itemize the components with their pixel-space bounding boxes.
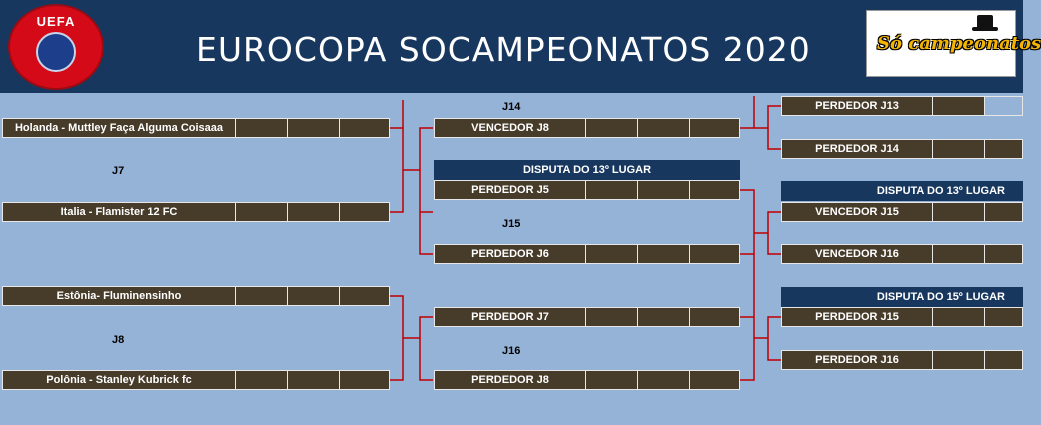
score-cell[interactable]	[339, 119, 389, 137]
score-cell[interactable]	[932, 97, 984, 115]
score-cell[interactable]	[984, 203, 1022, 221]
match-row	[434, 244, 740, 264]
connector-to-j16-bottom	[420, 338, 433, 380]
match-label: J7	[112, 165, 125, 177]
score-cell[interactable]	[984, 308, 1022, 326]
connector-to-perdedor-j16	[768, 338, 781, 360]
score-cell[interactable]	[932, 140, 984, 158]
score-cell[interactable]	[339, 203, 389, 221]
score-cell[interactable]	[585, 181, 637, 199]
team-name: Holanda - Muttley Faça Alguma Coisaaa	[14, 122, 224, 134]
match-row	[434, 370, 740, 390]
team-name: Estônia- Fluminensinho	[56, 290, 182, 302]
score-cell[interactable]	[287, 203, 339, 221]
score-cell[interactable]	[287, 287, 339, 305]
connector-left-pair-2	[389, 296, 403, 380]
score-cell[interactable]	[637, 245, 689, 263]
connector-to-j16-top	[403, 317, 433, 338]
score-cell[interactable]	[339, 287, 389, 305]
team-name: PERDEDOR J6	[471, 248, 549, 260]
match-row	[434, 180, 740, 200]
match-row	[2, 286, 390, 306]
team-name: PERDEDOR J13	[815, 100, 899, 112]
score-cell[interactable]	[235, 287, 287, 305]
team-name: PERDEDOR J8	[471, 374, 549, 386]
connector-to-perdedor-j13	[754, 106, 781, 128]
score-cell[interactable]	[585, 371, 637, 389]
section-heading: DISPUTA DO 15º LUGAR	[781, 287, 1023, 307]
team-name: PERDEDOR J5	[471, 184, 549, 196]
connector-to-perdedor-j14	[768, 128, 781, 149]
match-label: J14	[502, 101, 521, 113]
score-cell[interactable]	[932, 245, 984, 263]
score-cell[interactable]	[287, 371, 339, 389]
score-cell[interactable]	[637, 371, 689, 389]
score-cell[interactable]	[637, 308, 689, 326]
team-name: VENCEDOR J8	[471, 122, 549, 134]
team-name: PERDEDOR J14	[815, 143, 899, 155]
team-name: PERDEDOR J7	[471, 311, 549, 323]
match-row	[781, 139, 1023, 159]
score-cell[interactable]	[984, 97, 1022, 115]
score-cell[interactable]	[585, 119, 637, 137]
team-name: Polônia - Stanley Kubrick fc	[46, 374, 192, 386]
score-cell[interactable]	[235, 203, 287, 221]
score-cell[interactable]	[637, 119, 689, 137]
score-cell[interactable]	[984, 140, 1022, 158]
score-cell[interactable]	[235, 371, 287, 389]
score-cell[interactable]	[932, 308, 984, 326]
connector-to-vencedor-j16	[768, 233, 781, 254]
score-cell[interactable]	[689, 181, 739, 199]
connector-to-vencedor-j15	[754, 212, 781, 233]
section-heading: DISPUTA DO 13º LUGAR	[434, 160, 740, 180]
match-label: J16	[502, 345, 521, 357]
match-row	[781, 244, 1023, 264]
match-row	[434, 307, 740, 327]
score-cell[interactable]	[984, 351, 1022, 369]
socampeonatos-logo-text: Só campeonatos	[877, 33, 1041, 54]
score-cell[interactable]	[339, 371, 389, 389]
score-cell[interactable]	[689, 119, 739, 137]
match-label: J15	[502, 218, 521, 230]
connector-to-j14	[403, 128, 433, 170]
page-title: EUROCOPA SOCAMPEONATOS 2020	[196, 30, 811, 69]
match-row	[2, 118, 390, 138]
connector-mid-vertical	[740, 190, 754, 380]
match-row	[781, 96, 1023, 116]
match-row	[781, 202, 1023, 222]
match-row	[781, 307, 1023, 327]
team-name: PERDEDOR J15	[815, 311, 899, 323]
score-cell[interactable]	[637, 181, 689, 199]
score-cell[interactable]	[689, 371, 739, 389]
score-cell[interactable]	[287, 119, 339, 137]
team-name: PERDEDOR J16	[815, 354, 899, 366]
score-cell[interactable]	[932, 351, 984, 369]
connector-mid-up	[740, 96, 754, 128]
score-cell[interactable]	[932, 203, 984, 221]
team-name: Italia - Flamister 12 FC	[60, 206, 178, 218]
match-row	[781, 350, 1023, 370]
match-row	[2, 370, 390, 390]
score-cell[interactable]	[585, 308, 637, 326]
score-cell[interactable]	[235, 119, 287, 137]
score-cell[interactable]	[585, 245, 637, 263]
team-name: VENCEDOR J16	[815, 248, 899, 260]
connector-to-perdedor-j15	[754, 317, 781, 338]
connector-left-pair-1	[389, 128, 403, 212]
score-cell[interactable]	[689, 245, 739, 263]
score-cell[interactable]	[689, 308, 739, 326]
uefa-logo-text: UEFA	[36, 14, 76, 29]
match-label: J8	[112, 334, 125, 346]
match-row	[434, 118, 740, 138]
score-cell[interactable]	[984, 245, 1022, 263]
team-name: VENCEDOR J15	[815, 206, 899, 218]
match-row	[2, 202, 390, 222]
section-heading: DISPUTA DO 13º LUGAR	[781, 181, 1023, 201]
